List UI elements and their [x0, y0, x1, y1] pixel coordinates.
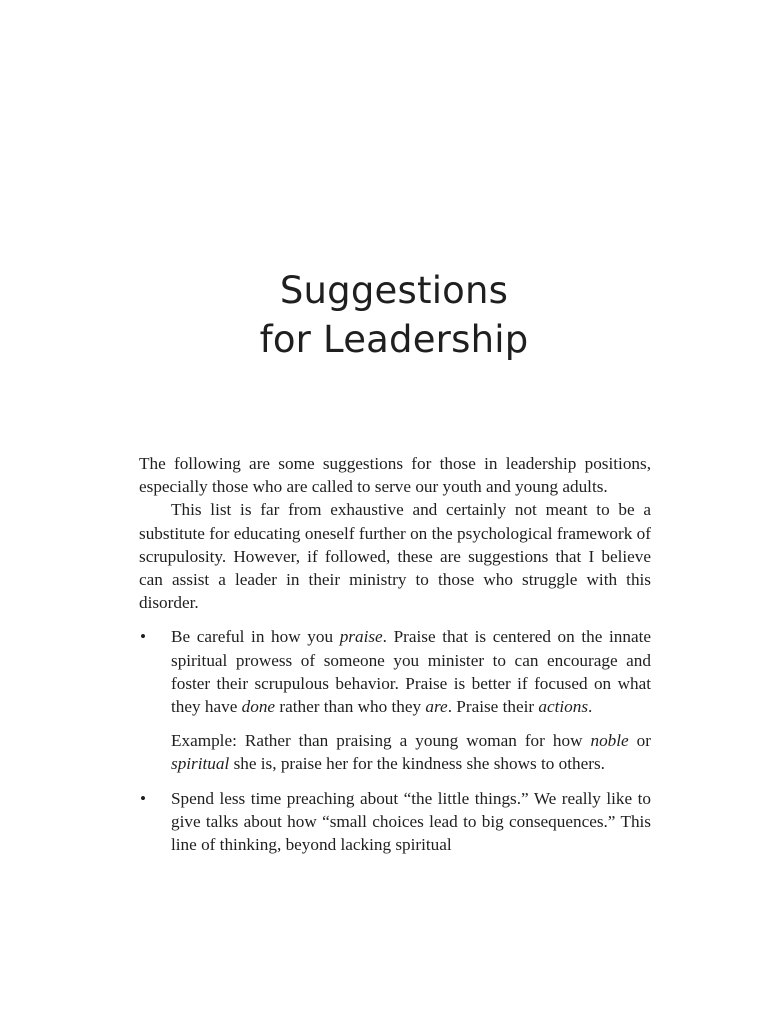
intro-paragraph-2: This list is far from exhaustive and certainly not meant to be a substitute for educating oneself further on the psychological framework of scrupulosity. However, if followed, these are suggestions that I believe can assist a leader in their ministry to those who struggle with this disorder. [139, 500, 651, 613]
intro-paragraph-1: The following are some suggestions for those in leadership positions, especially those who are called to serve our youth and young adults. [139, 454, 651, 497]
page-title-line-1: Suggestions [279, 269, 509, 312]
suggestion-list [139, 625, 651, 856]
list-item [139, 625, 651, 775]
suggestion-little-things-text: Spend less time preaching about “the little things.” We really like to give talks about how “small choices lead to big consequences.” This line of thinking, beyond lacking spiritual [171, 788, 651, 855]
bullet-icon: • [140, 788, 147, 808]
page-title [0, 266, 768, 364]
suggestion-praise-text: Be careful in how you praise. Praise that is centered on the innate spiritual prowess of someone you minister to can encourage and foster their scrupulous behavior. Praise is better if focused on what they have done rather than who they are. Praise their actions. [171, 627, 652, 717]
body-text [139, 452, 651, 867]
suggestion-praise-example: Example: Rather than praising a young woman for how noble or spiritual she is, praise her for the kindness she shows to others. [171, 731, 651, 774]
page-title-line-2: for Leadership [259, 318, 529, 361]
bullet-icon: • [140, 627, 147, 647]
list-item [139, 787, 651, 857]
